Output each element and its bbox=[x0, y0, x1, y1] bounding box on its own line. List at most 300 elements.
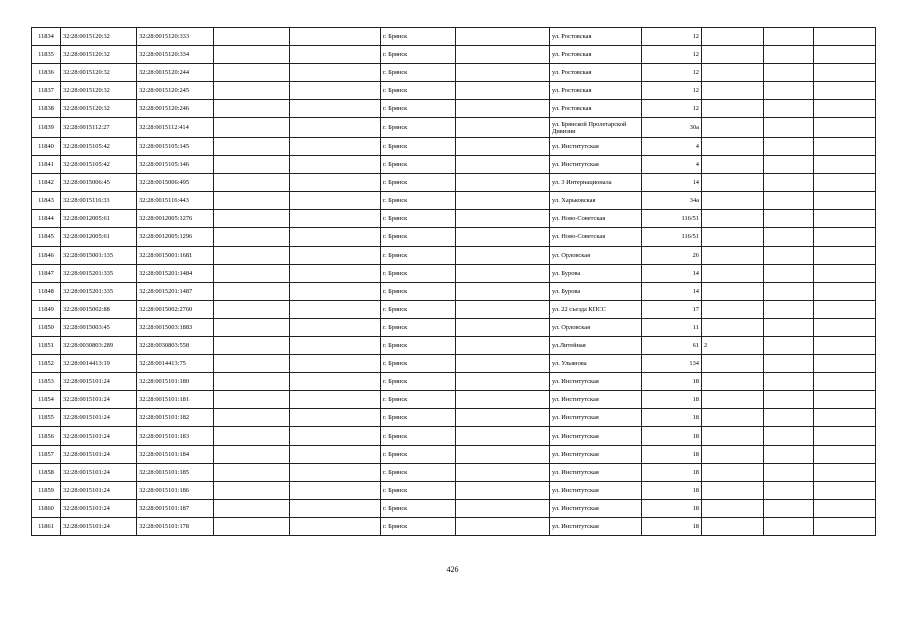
record-number-cell: 11840 bbox=[32, 137, 61, 155]
empty-cell bbox=[214, 46, 290, 64]
empty-cell bbox=[290, 210, 381, 228]
cadastral-number-cell: 32:28:0030803:558 bbox=[137, 337, 214, 355]
city-cell: г. Брянск bbox=[381, 46, 456, 64]
house-number-cell: 14 bbox=[642, 174, 702, 192]
street-cell: ул. 22 съезда КПСС bbox=[550, 300, 642, 318]
record-number-cell: 11834 bbox=[32, 28, 61, 46]
cadastral-number-cell: 32:28:0015101:181 bbox=[137, 391, 214, 409]
empty-cell bbox=[456, 137, 550, 155]
empty-cell bbox=[814, 100, 876, 118]
empty-cell bbox=[814, 318, 876, 336]
empty-cell bbox=[214, 463, 290, 481]
empty-cell bbox=[456, 463, 550, 481]
table-row bbox=[32, 82, 876, 100]
empty-cell bbox=[290, 118, 381, 138]
apartment-cell bbox=[702, 391, 764, 409]
cadastral-block-cell: 32:28:0015201:335 bbox=[61, 264, 137, 282]
empty-cell bbox=[764, 499, 814, 517]
empty-cell bbox=[814, 264, 876, 282]
city-cell: г. Брянск bbox=[381, 28, 456, 46]
house-number-cell: 26 bbox=[642, 246, 702, 264]
empty-cell bbox=[214, 445, 290, 463]
cadastral-number-cell: 32:28:0015101:185 bbox=[137, 463, 214, 481]
street-cell: ул. Орловская bbox=[550, 318, 642, 336]
empty-cell bbox=[814, 355, 876, 373]
cadastral-block-cell: 32:28:0015105:42 bbox=[61, 137, 137, 155]
empty-cell bbox=[290, 517, 381, 535]
empty-cell bbox=[764, 174, 814, 192]
empty-cell bbox=[290, 282, 381, 300]
empty-cell bbox=[456, 427, 550, 445]
empty-cell bbox=[456, 28, 550, 46]
city-cell: г. Брянск bbox=[381, 82, 456, 100]
city-cell: г. Брянск bbox=[381, 282, 456, 300]
empty-cell bbox=[214, 174, 290, 192]
cadastral-block-cell: 32:28:0015006:45 bbox=[61, 174, 137, 192]
cadastral-number-cell: 32:28:0015201:1487 bbox=[137, 282, 214, 300]
record-number-cell: 11861 bbox=[32, 517, 61, 535]
cadastral-block-cell: 32:28:0012005:61 bbox=[61, 210, 137, 228]
cadastral-block-cell: 32:28:0015116:33 bbox=[61, 192, 137, 210]
cadastral-block-cell: 32:28:0015101:24 bbox=[61, 409, 137, 427]
empty-cell bbox=[290, 318, 381, 336]
table-row bbox=[32, 318, 876, 336]
apartment-cell bbox=[702, 156, 764, 174]
empty-cell bbox=[456, 64, 550, 82]
cadastral-number-cell: 32:28:0015001:1681 bbox=[137, 246, 214, 264]
record-number-cell: 11859 bbox=[32, 481, 61, 499]
empty-cell bbox=[456, 499, 550, 517]
cadastral-block-cell: 32:28:0015101:24 bbox=[61, 373, 137, 391]
empty-cell bbox=[290, 373, 381, 391]
city-cell: г. Брянск bbox=[381, 64, 456, 82]
apartment-cell bbox=[702, 137, 764, 155]
apartment-cell bbox=[702, 318, 764, 336]
cadastral-number-cell: 32:28:0015112:414 bbox=[137, 118, 214, 138]
apartment-cell bbox=[702, 174, 764, 192]
cadastral-block-cell: 32:28:0015101:24 bbox=[61, 481, 137, 499]
empty-cell bbox=[764, 100, 814, 118]
house-number-cell: 61 bbox=[642, 337, 702, 355]
street-cell: ул. Институтская bbox=[550, 517, 642, 535]
house-number-cell: 18 bbox=[642, 373, 702, 391]
record-number-cell: 11836 bbox=[32, 64, 61, 82]
empty-cell bbox=[214, 373, 290, 391]
city-cell: г. Брянск bbox=[381, 517, 456, 535]
empty-cell bbox=[290, 337, 381, 355]
street-cell: ул. Ново-Советская bbox=[550, 210, 642, 228]
empty-cell bbox=[814, 228, 876, 246]
apartment-cell bbox=[702, 517, 764, 535]
house-number-cell: 14 bbox=[642, 264, 702, 282]
cadastral-block-cell: 32:28:0015101:24 bbox=[61, 499, 137, 517]
cadastral-number-cell: 32:28:0015120:334 bbox=[137, 46, 214, 64]
empty-cell bbox=[290, 137, 381, 155]
street-cell: ул. Харьковская bbox=[550, 192, 642, 210]
empty-cell bbox=[814, 499, 876, 517]
empty-cell bbox=[764, 246, 814, 264]
table-row bbox=[32, 156, 876, 174]
street-cell: ул. Институтская bbox=[550, 463, 642, 481]
empty-cell bbox=[214, 264, 290, 282]
empty-cell bbox=[214, 82, 290, 100]
empty-cell bbox=[814, 282, 876, 300]
cadastral-block-cell: 32:28:0015120:32 bbox=[61, 100, 137, 118]
cadastral-number-cell: 32:28:0015003:1883 bbox=[137, 318, 214, 336]
street-cell: ул. Институтская bbox=[550, 481, 642, 499]
cadastral-block-cell: 32:28:0015101:24 bbox=[61, 445, 137, 463]
empty-cell bbox=[214, 100, 290, 118]
cadastral-number-cell: 32:28:0015101:180 bbox=[137, 373, 214, 391]
apartment-cell bbox=[702, 46, 764, 64]
empty-cell bbox=[456, 118, 550, 138]
empty-cell bbox=[456, 517, 550, 535]
empty-cell bbox=[764, 118, 814, 138]
empty-cell bbox=[764, 409, 814, 427]
cadastral-number-cell: 32:28:0015120:245 bbox=[137, 82, 214, 100]
empty-cell bbox=[456, 46, 550, 64]
cadastral-block-cell: 32:28:0014413:19 bbox=[61, 355, 137, 373]
apartment-cell bbox=[702, 28, 764, 46]
street-cell: ул. Ростовская bbox=[550, 100, 642, 118]
empty-cell bbox=[814, 391, 876, 409]
table-body bbox=[32, 28, 876, 536]
empty-cell bbox=[290, 427, 381, 445]
city-cell: г. Брянск bbox=[381, 118, 456, 138]
table-row bbox=[32, 409, 876, 427]
empty-cell bbox=[214, 318, 290, 336]
cadastral-number-cell: 32:28:0015116:443 bbox=[137, 192, 214, 210]
record-number-cell: 11853 bbox=[32, 373, 61, 391]
empty-cell bbox=[290, 46, 381, 64]
house-number-cell: 14 bbox=[642, 282, 702, 300]
empty-cell bbox=[290, 355, 381, 373]
empty-cell bbox=[456, 409, 550, 427]
house-number-cell: 11 bbox=[642, 318, 702, 336]
empty-cell bbox=[814, 82, 876, 100]
street-cell: ул. Бурова bbox=[550, 282, 642, 300]
city-cell: г. Брянск bbox=[381, 174, 456, 192]
cadastral-block-cell: 32:28:0015201:335 bbox=[61, 282, 137, 300]
empty-cell bbox=[764, 210, 814, 228]
empty-cell bbox=[214, 282, 290, 300]
empty-cell bbox=[456, 210, 550, 228]
empty-cell bbox=[214, 192, 290, 210]
empty-cell bbox=[456, 174, 550, 192]
cadastral-block-cell: 32:28:0015112:27 bbox=[61, 118, 137, 138]
cadastral-number-cell: 32:28:0012005:1296 bbox=[137, 228, 214, 246]
house-number-cell: 18 bbox=[642, 409, 702, 427]
property-register-table bbox=[31, 27, 876, 536]
cadastral-block-cell: 32:28:0015002:88 bbox=[61, 300, 137, 318]
city-cell: г. Брянск bbox=[381, 481, 456, 499]
house-number-cell: 134 bbox=[642, 355, 702, 373]
cadastral-number-cell: 32:28:0015101:186 bbox=[137, 481, 214, 499]
record-number-cell: 11850 bbox=[32, 318, 61, 336]
empty-cell bbox=[814, 156, 876, 174]
empty-cell bbox=[764, 64, 814, 82]
table-row bbox=[32, 28, 876, 46]
empty-cell bbox=[814, 337, 876, 355]
empty-cell bbox=[814, 409, 876, 427]
house-number-cell: 12 bbox=[642, 46, 702, 64]
city-cell: г. Брянск bbox=[381, 228, 456, 246]
cadastral-block-cell: 32:28:0015120:32 bbox=[61, 28, 137, 46]
empty-cell bbox=[290, 64, 381, 82]
empty-cell bbox=[456, 445, 550, 463]
record-number-cell: 11837 bbox=[32, 82, 61, 100]
empty-cell bbox=[290, 463, 381, 481]
empty-cell bbox=[814, 300, 876, 318]
empty-cell bbox=[214, 499, 290, 517]
apartment-cell bbox=[702, 355, 764, 373]
house-number-cell: 12 bbox=[642, 28, 702, 46]
empty-cell bbox=[214, 409, 290, 427]
cadastral-number-cell: 32:28:0015120:333 bbox=[137, 28, 214, 46]
cadastral-number-cell: 32:28:0015101:183 bbox=[137, 427, 214, 445]
street-cell: ул. Ростовская bbox=[550, 46, 642, 64]
empty-cell bbox=[456, 246, 550, 264]
table-row bbox=[32, 427, 876, 445]
street-cell: ул. Ростовская bbox=[550, 28, 642, 46]
empty-cell bbox=[764, 373, 814, 391]
cadastral-number-cell: 32:28:0014413:75 bbox=[137, 355, 214, 373]
apartment-cell bbox=[702, 463, 764, 481]
empty-cell bbox=[814, 192, 876, 210]
empty-cell bbox=[764, 282, 814, 300]
empty-cell bbox=[764, 517, 814, 535]
record-number-cell: 11839 bbox=[32, 118, 61, 138]
empty-cell bbox=[456, 318, 550, 336]
empty-cell bbox=[814, 246, 876, 264]
empty-cell bbox=[290, 445, 381, 463]
empty-cell bbox=[290, 82, 381, 100]
empty-cell bbox=[456, 391, 550, 409]
street-cell: ул. Бурова bbox=[550, 264, 642, 282]
house-number-cell: 12 bbox=[642, 100, 702, 118]
table-row bbox=[32, 517, 876, 535]
city-cell: г. Брянск bbox=[381, 391, 456, 409]
apartment-cell bbox=[702, 409, 764, 427]
cadastral-block-cell: 32:28:0012005:61 bbox=[61, 228, 137, 246]
apartment-cell bbox=[702, 210, 764, 228]
apartment-cell bbox=[702, 481, 764, 499]
empty-cell bbox=[814, 517, 876, 535]
city-cell: г. Брянск bbox=[381, 463, 456, 481]
house-number-cell: 18 bbox=[642, 391, 702, 409]
empty-cell bbox=[214, 246, 290, 264]
empty-cell bbox=[290, 100, 381, 118]
empty-cell bbox=[456, 82, 550, 100]
empty-cell bbox=[764, 82, 814, 100]
table-row bbox=[32, 46, 876, 64]
record-number-cell: 11847 bbox=[32, 264, 61, 282]
record-number-cell: 11835 bbox=[32, 46, 61, 64]
apartment-cell bbox=[702, 373, 764, 391]
apartment-cell bbox=[702, 100, 764, 118]
cadastral-number-cell: 32:28:0015101:182 bbox=[137, 409, 214, 427]
record-number-cell: 11852 bbox=[32, 355, 61, 373]
street-cell: ул. Ростовская bbox=[550, 64, 642, 82]
city-cell: г. Брянск bbox=[381, 156, 456, 174]
street-cell: ул. Орловская bbox=[550, 246, 642, 264]
apartment-cell bbox=[702, 192, 764, 210]
house-number-cell: 18 bbox=[642, 463, 702, 481]
table-row bbox=[32, 210, 876, 228]
house-number-cell: 18 bbox=[642, 499, 702, 517]
cadastral-number-cell: 32:28:0015002:2760 bbox=[137, 300, 214, 318]
table-row bbox=[32, 391, 876, 409]
house-number-cell: 116/51 bbox=[642, 228, 702, 246]
record-number-cell: 11841 bbox=[32, 156, 61, 174]
empty-cell bbox=[814, 427, 876, 445]
empty-cell bbox=[814, 137, 876, 155]
table-row bbox=[32, 337, 876, 355]
empty-cell bbox=[456, 300, 550, 318]
empty-cell bbox=[214, 427, 290, 445]
street-cell: ул. Институтская bbox=[550, 156, 642, 174]
table-row bbox=[32, 373, 876, 391]
table-row bbox=[32, 100, 876, 118]
empty-cell bbox=[456, 192, 550, 210]
record-number-cell: 11851 bbox=[32, 337, 61, 355]
table-row bbox=[32, 445, 876, 463]
city-cell: г. Брянск bbox=[381, 210, 456, 228]
empty-cell bbox=[456, 100, 550, 118]
empty-cell bbox=[814, 28, 876, 46]
street-cell: ул. Ростовская bbox=[550, 82, 642, 100]
house-number-cell: 4 bbox=[642, 137, 702, 155]
empty-cell bbox=[214, 481, 290, 499]
empty-cell bbox=[764, 300, 814, 318]
table-row bbox=[32, 228, 876, 246]
record-number-cell: 11849 bbox=[32, 300, 61, 318]
empty-cell bbox=[764, 445, 814, 463]
apartment-cell bbox=[702, 228, 764, 246]
record-number-cell: 11844 bbox=[32, 210, 61, 228]
record-number-cell: 11856 bbox=[32, 427, 61, 445]
empty-cell bbox=[764, 137, 814, 155]
cadastral-block-cell: 32:28:0015101:24 bbox=[61, 427, 137, 445]
table-row bbox=[32, 481, 876, 499]
empty-cell bbox=[764, 156, 814, 174]
street-cell: ул. Институтская bbox=[550, 137, 642, 155]
empty-cell bbox=[764, 427, 814, 445]
empty-cell bbox=[214, 337, 290, 355]
record-number-cell: 11846 bbox=[32, 246, 61, 264]
empty-cell bbox=[456, 282, 550, 300]
city-cell: г. Брянск bbox=[381, 445, 456, 463]
cadastral-block-cell: 32:28:0015120:32 bbox=[61, 64, 137, 82]
table-row bbox=[32, 355, 876, 373]
empty-cell bbox=[290, 409, 381, 427]
street-cell: ул. Институтская bbox=[550, 445, 642, 463]
record-number-cell: 11842 bbox=[32, 174, 61, 192]
table-row bbox=[32, 137, 876, 155]
record-number-cell: 11845 bbox=[32, 228, 61, 246]
cadastral-number-cell: 32:28:0015101:184 bbox=[137, 445, 214, 463]
cadastral-block-cell: 32:28:0015001:135 bbox=[61, 246, 137, 264]
street-cell: ул. Институтская bbox=[550, 391, 642, 409]
cadastral-block-cell: 32:28:0030803:289 bbox=[61, 337, 137, 355]
apartment-cell bbox=[702, 64, 764, 82]
empty-cell bbox=[764, 463, 814, 481]
empty-cell bbox=[456, 228, 550, 246]
empty-cell bbox=[456, 156, 550, 174]
table-row bbox=[32, 282, 876, 300]
table-row bbox=[32, 118, 876, 138]
empty-cell bbox=[214, 118, 290, 138]
street-cell: ул. Институтская bbox=[550, 373, 642, 391]
cadastral-number-cell: 32:28:0015201:1484 bbox=[137, 264, 214, 282]
city-cell: г. Брянск bbox=[381, 409, 456, 427]
empty-cell bbox=[290, 28, 381, 46]
empty-cell bbox=[814, 373, 876, 391]
empty-cell bbox=[214, 137, 290, 155]
house-number-cell: 116/51 bbox=[642, 210, 702, 228]
city-cell: г. Брянск bbox=[381, 192, 456, 210]
empty-cell bbox=[814, 174, 876, 192]
empty-cell bbox=[456, 264, 550, 282]
table-row bbox=[32, 264, 876, 282]
record-number-cell: 11858 bbox=[32, 463, 61, 481]
house-number-cell: 34а bbox=[642, 192, 702, 210]
empty-cell bbox=[764, 481, 814, 499]
empty-cell bbox=[764, 337, 814, 355]
empty-cell bbox=[814, 445, 876, 463]
table-row bbox=[32, 246, 876, 264]
cadastral-block-cell: 32:28:0015101:24 bbox=[61, 463, 137, 481]
table-row bbox=[32, 300, 876, 318]
apartment-cell bbox=[702, 300, 764, 318]
house-number-cell: 12 bbox=[642, 82, 702, 100]
apartment-cell bbox=[702, 118, 764, 138]
empty-cell bbox=[814, 481, 876, 499]
empty-cell bbox=[764, 355, 814, 373]
empty-cell bbox=[814, 64, 876, 82]
cadastral-number-cell: 32:28:0015101:178 bbox=[137, 517, 214, 535]
cadastral-block-cell: 32:28:0015101:24 bbox=[61, 391, 137, 409]
city-cell: г. Брянск bbox=[381, 373, 456, 391]
record-number-cell: 11860 bbox=[32, 499, 61, 517]
apartment-cell bbox=[702, 445, 764, 463]
empty-cell bbox=[290, 300, 381, 318]
house-number-cell: 18 bbox=[642, 517, 702, 535]
city-cell: г. Брянск bbox=[381, 427, 456, 445]
page-number: 426 bbox=[446, 565, 459, 574]
street-cell: ул. Ульянова bbox=[550, 355, 642, 373]
empty-cell bbox=[290, 156, 381, 174]
cadastral-block-cell: 32:28:0015120:32 bbox=[61, 46, 137, 64]
empty-cell bbox=[290, 264, 381, 282]
empty-cell bbox=[764, 228, 814, 246]
cadastral-number-cell: 32:28:0015105:146 bbox=[137, 156, 214, 174]
empty-cell bbox=[214, 355, 290, 373]
empty-cell bbox=[814, 210, 876, 228]
house-number-cell: 12 bbox=[642, 64, 702, 82]
cadastral-block-cell: 32:28:0015120:32 bbox=[61, 82, 137, 100]
empty-cell bbox=[290, 192, 381, 210]
empty-cell bbox=[214, 300, 290, 318]
city-cell: г. Брянск bbox=[381, 499, 456, 517]
apartment-cell bbox=[702, 82, 764, 100]
street-cell: ул.Литейная bbox=[550, 337, 642, 355]
empty-cell bbox=[214, 517, 290, 535]
record-number-cell: 11854 bbox=[32, 391, 61, 409]
empty-cell bbox=[764, 391, 814, 409]
table-row bbox=[32, 64, 876, 82]
empty-cell bbox=[456, 337, 550, 355]
